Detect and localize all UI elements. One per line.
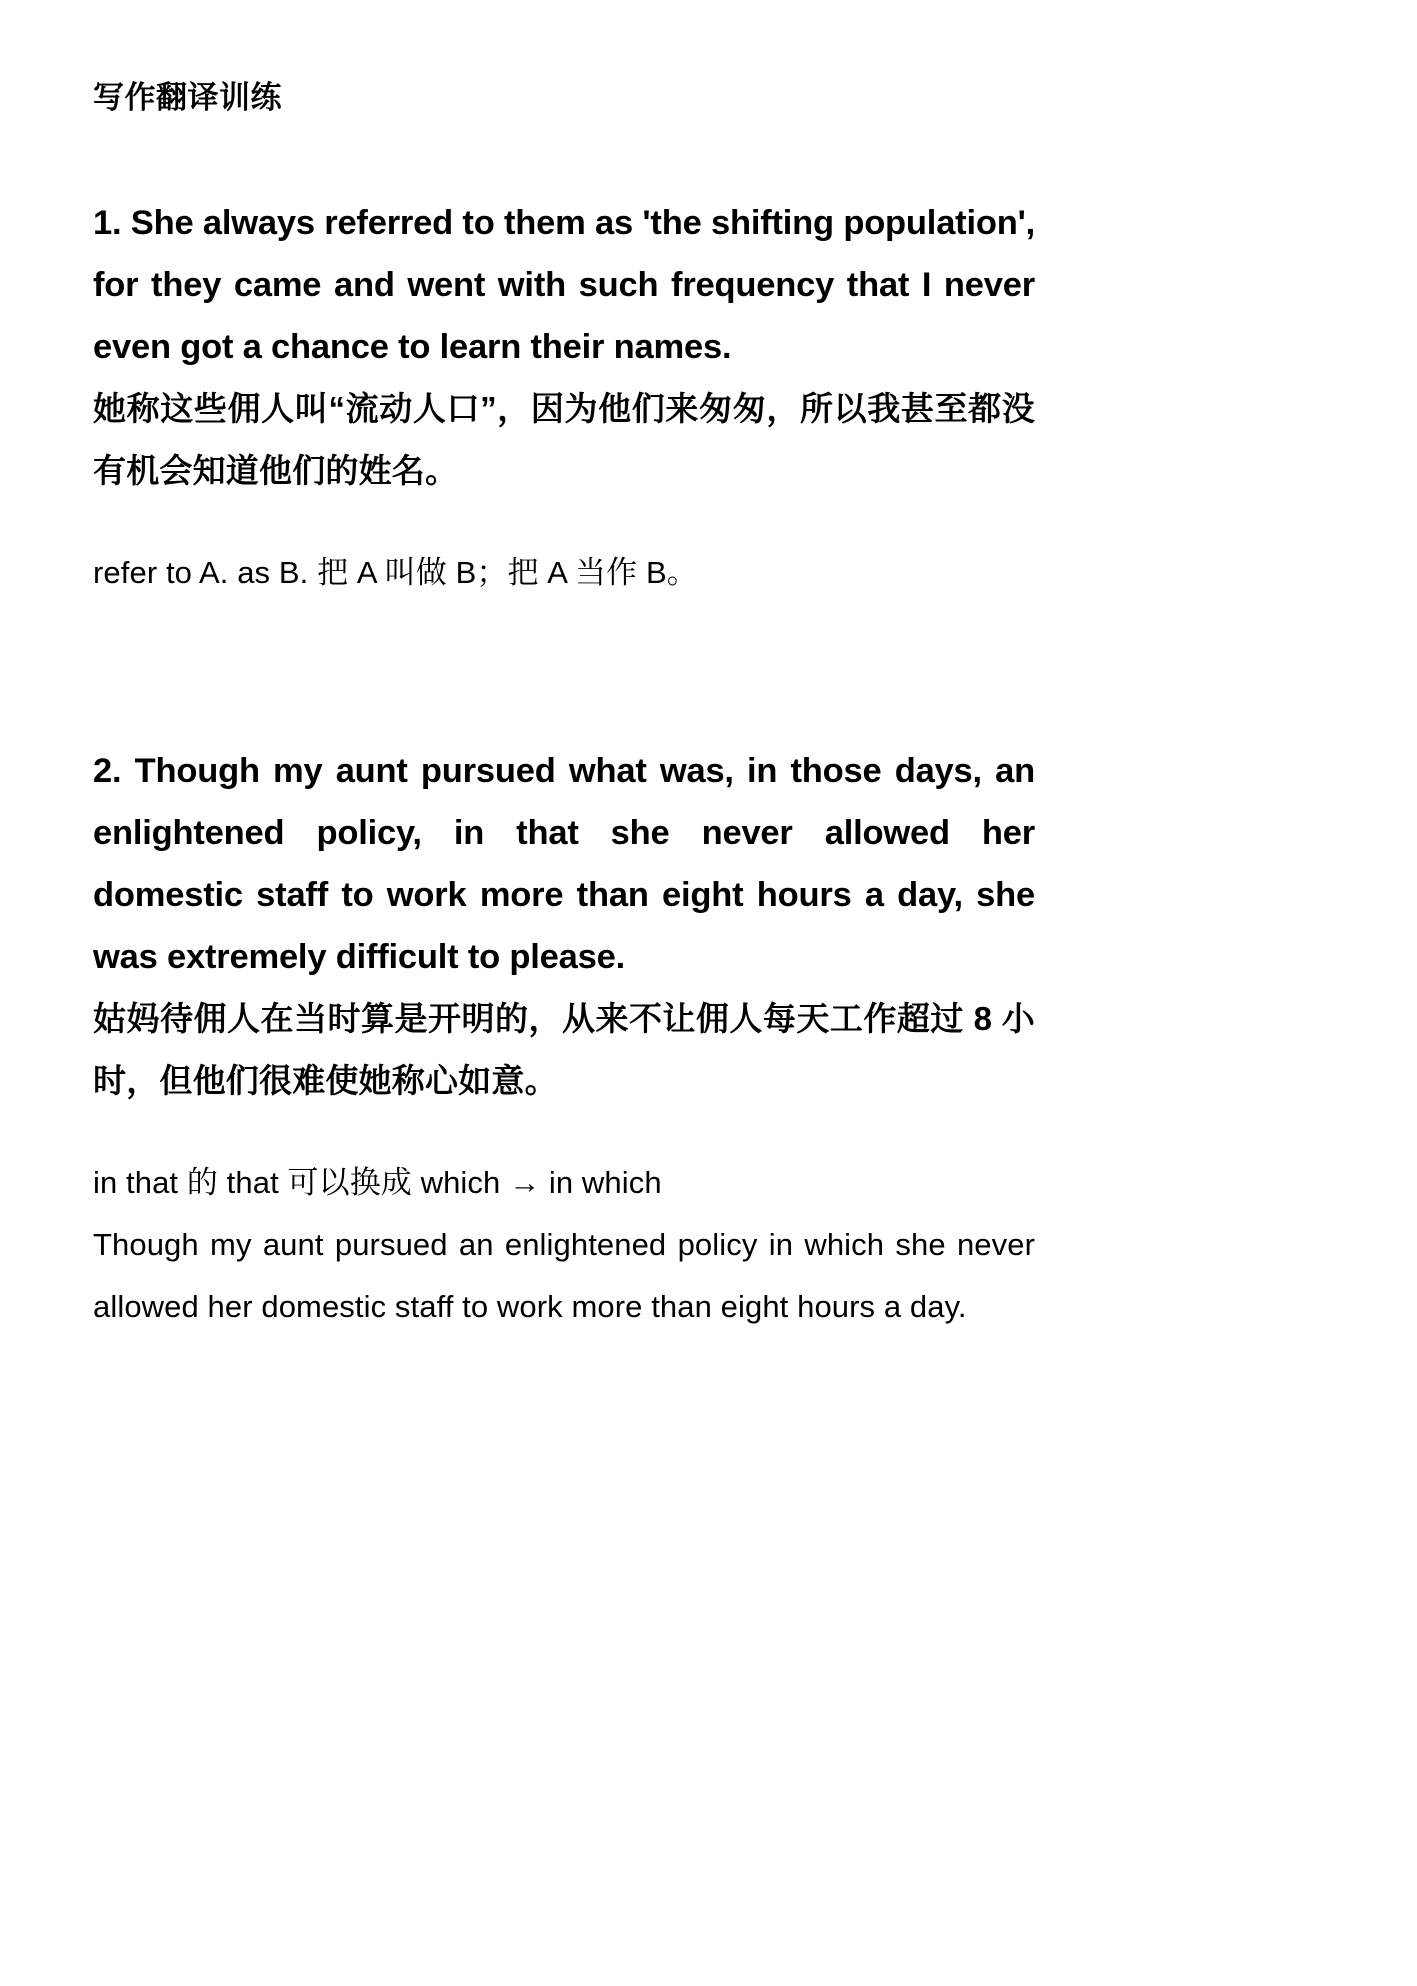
entry-2-english-sentence: 2. Though my aunt pursued what was, in those days, an enlightened policy, in that she never allowed her domestic staff to work more than eight hours a day, she was extremely difficult to please. [93, 752, 1035, 977]
spacer [93, 604, 1035, 680]
entry-2-note-2: Though my aunt pursued an enlightened policy in which she never allowed her domestic staff to work more than eight hours a day. [93, 1227, 1035, 1325]
translation-entry-1 [93, 192, 1035, 604]
document-content [93, 0, 1035, 1338]
spacer [93, 680, 1035, 740]
spacer [93, 1112, 1035, 1152]
entry-2-chinese-translation: 姑妈待佣人在当时算是开明的，从来不让佣人每天工作超过 8 小时，但他们很难使她称心如意。 [93, 1000, 1035, 1100]
entry-2-note-1: in that 的 that 可以换成 which → in which [93, 1165, 662, 1201]
entry-1-chinese-translation: 她称这些佣人叫“流动人口”，因为他们来匆匆，所以我甚至都没有机会知道他们的姓名。 [93, 390, 1035, 490]
spacer [93, 502, 1035, 542]
entry-1-english-sentence: 1. She always referred to them as 'the shifting population', for they came and went with such frequency that I never even got a chance to learn their names. [93, 204, 1035, 367]
page-title: 写作翻译训练 [93, 80, 282, 115]
spacer [93, 116, 1035, 192]
entry-1-note-1: refer to A. as B. 把 A 叫做 B；把 A 当作 B。 [93, 555, 698, 591]
translation-entry-2 [93, 740, 1035, 1338]
